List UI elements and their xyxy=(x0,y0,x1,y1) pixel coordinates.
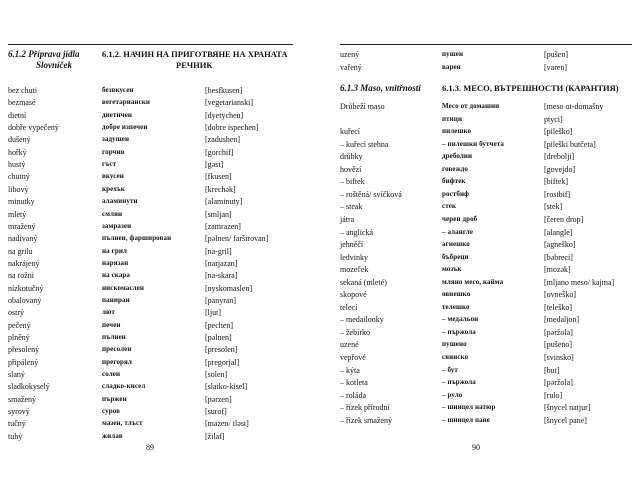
bulgarian-term: смлян xyxy=(102,209,123,218)
czech-term: skopové xyxy=(340,290,367,300)
transcription: [mozǝk] xyxy=(544,265,571,275)
bulgarian-term: агнешко xyxy=(442,240,470,249)
transcription: [pǝržola] xyxy=(544,378,573,388)
bulgarian-term: овнешко xyxy=(442,290,471,299)
list-item xyxy=(0,332,320,343)
section-number: 6.1.3 xyxy=(340,83,358,93)
list-item xyxy=(322,239,640,250)
transcription: [govejdo] xyxy=(544,164,576,174)
bulgarian-term: нарязан xyxy=(102,258,129,267)
transcription: [mazen/ tlǝst] xyxy=(205,419,249,429)
czech-term: nízkotučný xyxy=(8,283,44,293)
transcription: [agneško] xyxy=(544,240,576,250)
transcription: [pušen] xyxy=(544,50,568,59)
czech-term: – medailonky xyxy=(340,315,384,325)
list-item xyxy=(322,164,640,175)
bulgarian-term: ростбиф xyxy=(442,189,470,198)
bulgarian-term: добре изпечен xyxy=(102,123,148,132)
page-number: 90 xyxy=(472,443,480,452)
list-item xyxy=(0,369,320,380)
list-item xyxy=(0,85,320,96)
list-item xyxy=(322,227,640,238)
bulgarian-term: суров xyxy=(102,407,121,416)
list-item xyxy=(322,126,640,137)
transcription: [drebolji] xyxy=(544,152,575,162)
czech-term: tuhý xyxy=(8,431,23,441)
list-item xyxy=(0,246,320,257)
section-heading-cz xyxy=(8,49,80,60)
czech-term: slaný xyxy=(8,370,25,380)
bulgarian-term: пълнен xyxy=(102,333,126,341)
section-title-cz: Příprava jídla xyxy=(28,49,80,59)
transcription: [šnycel natjur] xyxy=(544,403,591,413)
czech-term: mletý xyxy=(8,209,27,219)
czech-term: nakrájený xyxy=(8,258,40,268)
bulgarian-term: горчив xyxy=(102,147,125,156)
bulgarian-term: бъбреци xyxy=(442,252,469,261)
list-item xyxy=(0,307,320,318)
czech-term: – anglická xyxy=(340,227,374,237)
bulgarian-term: – медальон xyxy=(442,315,479,324)
bulgarian-term: – пържола xyxy=(442,378,476,387)
czech-term: jehněčí xyxy=(340,240,364,250)
czech-term: sladkokyselý xyxy=(8,382,50,392)
list-item xyxy=(322,252,640,263)
transcription: [pǝrzen] xyxy=(205,394,232,404)
czech-term: nadívaný xyxy=(8,234,38,244)
bulgarian-term: свинско xyxy=(442,353,469,361)
transcription: [surof] xyxy=(205,407,227,417)
transcription: [bǝbreci] xyxy=(544,252,573,262)
list-item xyxy=(322,402,640,413)
transcription: [teleško] xyxy=(544,302,572,312)
list-item xyxy=(0,171,320,182)
transcription: [šnycel pane] xyxy=(544,415,587,425)
list-item xyxy=(322,176,640,187)
section-heading-bg: 6.1.3. МЕСО, ВЪТРЕШНОСТИ (КАРАНТИЯ) xyxy=(442,83,619,93)
list-item xyxy=(322,101,640,112)
czech-term: hovězí xyxy=(340,164,362,174)
list-item xyxy=(322,189,640,200)
list-item xyxy=(322,377,640,388)
transcription: [zamrazen] xyxy=(205,221,241,231)
transcription: [fkusen] xyxy=(205,172,232,182)
bulgarian-term: пържен xyxy=(102,394,127,403)
transcription: [narjazan] xyxy=(205,258,238,268)
transcription: [but] xyxy=(544,365,560,375)
czech-term: minutky xyxy=(8,197,35,207)
czech-term: – kotleta xyxy=(340,378,368,388)
list-item xyxy=(322,352,640,363)
list-item xyxy=(322,214,640,225)
bulgarian-term: варен xyxy=(442,63,461,71)
bulgarian-term: – бут xyxy=(442,365,458,374)
transcription: [rostbif] xyxy=(544,189,571,199)
czech-term: smažený xyxy=(8,394,36,404)
list-item xyxy=(322,201,640,212)
czech-term: – roštěná/ svíčková xyxy=(340,189,402,199)
czech-term: – biftek xyxy=(340,177,365,187)
list-item xyxy=(0,381,320,392)
bulgarian-term: нискомаслен xyxy=(102,283,144,292)
right-page xyxy=(322,0,640,480)
list-item xyxy=(0,110,320,121)
czech-term: – kuřecí stehna xyxy=(340,139,389,149)
transcription: [alaminuty] xyxy=(205,197,243,207)
czech-term: dušený xyxy=(8,135,31,145)
czech-term: kuřecí xyxy=(340,127,360,137)
bulgarian-term: – шницел пане xyxy=(442,415,491,424)
czech-term: – kýta xyxy=(340,365,360,375)
list-item xyxy=(0,344,320,355)
bulgarian-term: пилешко xyxy=(442,127,472,136)
transcription: [na-skara] xyxy=(205,271,238,281)
transcription: [rulo] xyxy=(544,390,563,400)
bulgarian-term: задушен xyxy=(102,135,130,144)
czech-term: plněný xyxy=(8,333,30,342)
czech-term: hořký xyxy=(8,147,27,157)
bulgarian-term: вкусен xyxy=(102,172,124,181)
list-item xyxy=(0,97,320,108)
czech-term: pečený xyxy=(8,320,31,330)
transcription: ptyci] xyxy=(544,114,563,124)
transcription: [pǝlnen/ farširovan] xyxy=(205,234,269,244)
bulgarian-term: солен xyxy=(102,370,121,379)
top-rule xyxy=(8,44,293,45)
list-item xyxy=(322,151,640,162)
list-item xyxy=(322,114,640,125)
bulgarian-term: паниран xyxy=(102,295,130,304)
czech-term: uzené xyxy=(340,340,359,350)
czech-term: mozeček xyxy=(340,265,369,275)
transcription: [medaljon] xyxy=(544,315,580,325)
transcription: [pušeno] xyxy=(544,340,572,350)
bulgarian-term: лют xyxy=(102,308,115,317)
czech-term: libový xyxy=(8,184,29,194)
list-item xyxy=(322,289,640,300)
czech-term: vařený xyxy=(340,63,362,72)
bulgarian-term: – алангле xyxy=(442,227,474,236)
list-item xyxy=(322,49,640,60)
list-item xyxy=(322,314,640,325)
list-item xyxy=(0,357,320,368)
transcription: [pileški butčeta] xyxy=(544,139,596,149)
bulgarian-term: на скара xyxy=(102,271,131,280)
transcription: [slatko-kisel] xyxy=(205,382,248,392)
bulgarian-term: Месо от домашни xyxy=(442,102,500,110)
bulgarian-term: пълнен, фарширован xyxy=(102,234,172,243)
transcription: [smljan] xyxy=(205,209,232,219)
transcription: [presolen] xyxy=(205,345,238,355)
bulgarian-term: аламинути xyxy=(102,197,138,206)
transcription: [pileško] xyxy=(544,127,573,137)
czech-term: játra xyxy=(340,214,355,224)
section-number: 6.1.2 xyxy=(8,49,26,59)
czech-term: mražený xyxy=(8,221,36,231)
bulgarian-term: говеждо xyxy=(442,164,469,173)
section-heading xyxy=(340,83,421,94)
transcription: [krechǝk] xyxy=(205,184,236,194)
bulgarian-term: на грил xyxy=(102,246,128,255)
list-item xyxy=(0,184,320,195)
transcription: [svinsko] xyxy=(544,353,574,362)
bulgarian-term: птици xyxy=(442,114,463,123)
list-item xyxy=(322,365,640,376)
list-item xyxy=(0,283,320,294)
bulgarian-term: – шницел натюр xyxy=(442,403,496,412)
bulgarian-term: черен дроб xyxy=(442,214,478,223)
page-number: 89 xyxy=(146,443,154,452)
czech-term: – řízek smažený xyxy=(340,415,392,425)
bulgarian-term: печен xyxy=(102,320,121,329)
list-item xyxy=(0,233,320,244)
transcription: [dyetychen] xyxy=(205,110,244,120)
list-item xyxy=(0,258,320,269)
czech-term: uzený xyxy=(340,50,360,59)
czech-term: na grilu xyxy=(8,246,33,256)
bulgarian-term: мляно месо, кайма xyxy=(442,277,504,286)
list-item xyxy=(322,415,640,426)
transcription: [ovneško] xyxy=(544,290,576,300)
bulgarian-term: замразен xyxy=(102,221,132,230)
bulgarian-term: жилав xyxy=(102,431,123,440)
list-item xyxy=(0,122,320,133)
list-item xyxy=(322,339,640,350)
list-item xyxy=(322,390,640,401)
czech-term: dietní xyxy=(8,110,27,120)
list-item xyxy=(0,295,320,306)
list-item xyxy=(322,62,640,73)
transcription: [nyskomaslen] xyxy=(205,283,253,293)
bulgarian-term: мозък xyxy=(442,265,462,274)
transcription: [žilaf] xyxy=(205,431,225,441)
list-item xyxy=(0,159,320,170)
czech-term: na rožni xyxy=(8,271,34,281)
bulgarian-term: сладко-кисел xyxy=(102,382,146,391)
bulgarian-term: крехък xyxy=(102,184,125,193)
bulgarian-term: пушен xyxy=(442,50,464,58)
czech-term: hustý xyxy=(8,160,26,170)
top-rule xyxy=(340,44,632,45)
bulgarian-term: безвкусен xyxy=(102,86,134,94)
transcription: [mljano meso/ kajma] xyxy=(544,277,615,287)
czech-term: drůbky xyxy=(340,152,363,162)
czech-term: obalovaný xyxy=(8,295,42,305)
transcription: [varen] xyxy=(544,63,568,72)
czech-term: sekaná (mleté) xyxy=(340,277,387,287)
transcription: [pregorjal] xyxy=(205,357,240,367)
transcription: [panyran] xyxy=(205,295,237,305)
transcription: [solen] xyxy=(205,370,228,380)
czech-term: vepřové xyxy=(340,353,366,362)
czech-term: ledvinky xyxy=(340,252,368,262)
bulgarian-term: дреболии xyxy=(442,152,473,161)
list-item xyxy=(322,277,640,288)
transcription: [besfkusen] xyxy=(205,86,243,95)
transcription: [na-gril] xyxy=(205,246,232,256)
transcription: [pǝržola] xyxy=(544,327,573,337)
list-item xyxy=(0,221,320,232)
transcription: [stek] xyxy=(544,202,563,212)
czech-term: syrový xyxy=(8,407,30,417)
bulgarian-term: диетичен xyxy=(102,110,133,119)
transcription: [čeren drop] xyxy=(544,214,584,224)
transcription: [pǝlnen] xyxy=(205,333,232,342)
czech-term: chutný xyxy=(8,172,30,182)
czech-term: připálený xyxy=(8,357,39,367)
czech-term: – žebírko xyxy=(340,327,370,337)
bulgarian-term: – руло xyxy=(442,390,463,399)
transcription: [gǝst] xyxy=(205,160,224,170)
bulgarian-term: вегетариански xyxy=(102,98,151,107)
list-item xyxy=(0,270,320,281)
transcription: [zadushen] xyxy=(205,135,241,145)
transcription: [dobre ispechen] xyxy=(205,123,259,133)
list-item xyxy=(0,196,320,207)
czech-term: telecí xyxy=(340,302,358,312)
bulgarian-term: стек xyxy=(442,202,457,211)
transcription: [alangle] xyxy=(544,227,573,237)
section-subtitle-cz: Slovníček xyxy=(36,60,72,70)
transcription: [ljut] xyxy=(205,308,221,318)
bulgarian-term: гъст xyxy=(102,160,117,169)
list-item xyxy=(0,431,320,442)
section-subtitle-bg: РЕЧНИК xyxy=(176,60,213,70)
list-item xyxy=(0,209,320,220)
list-item xyxy=(0,394,320,405)
list-item xyxy=(0,134,320,145)
transcription: [gorchif] xyxy=(205,147,234,157)
bulgarian-term: – пилешки бутчета xyxy=(442,139,505,148)
section-heading-bg: 6.1.2. НАЧИН НА ПРИГОТВЯНЕ НА ХРАНАТА xyxy=(102,49,288,59)
czech-term: – steak xyxy=(340,202,363,212)
czech-term: tučný xyxy=(8,419,26,429)
czech-term: bezmasé xyxy=(8,98,36,108)
czech-term: – roláda xyxy=(340,390,366,400)
bulgarian-term: мазен, тлъст xyxy=(102,419,143,428)
czech-term: dobře vypečený xyxy=(8,123,59,133)
bulgarian-term: пресолен xyxy=(102,345,132,354)
list-item xyxy=(322,327,640,338)
section-title-cz: Maso, vnitřnosti xyxy=(360,83,421,93)
transcription: [vegetarianski] xyxy=(205,98,253,108)
czech-term: bez chuti xyxy=(8,86,38,95)
czech-term: ostrý xyxy=(8,308,24,318)
transcription: [meso ot-domašny xyxy=(544,102,604,111)
list-item xyxy=(0,418,320,429)
transcription: [pechen] xyxy=(205,320,233,330)
czech-term: přesolený xyxy=(8,345,40,355)
transcription: [biftek] xyxy=(544,177,568,187)
bulgarian-term: бифтек xyxy=(442,177,466,186)
bulgarian-term: телешко xyxy=(442,302,470,311)
bulgarian-term: – пържола xyxy=(442,327,476,336)
list-item xyxy=(322,302,640,313)
czech-term: – řízek přírodní xyxy=(340,403,390,413)
list-item xyxy=(0,320,320,331)
list-item xyxy=(0,147,320,158)
list-item xyxy=(322,264,640,275)
czech-term: Drůbeží maso xyxy=(340,102,385,111)
list-item xyxy=(322,139,640,150)
list-item xyxy=(0,406,320,417)
bulgarian-term: пушено xyxy=(442,340,467,349)
bulgarian-term: прегорял xyxy=(102,357,132,366)
